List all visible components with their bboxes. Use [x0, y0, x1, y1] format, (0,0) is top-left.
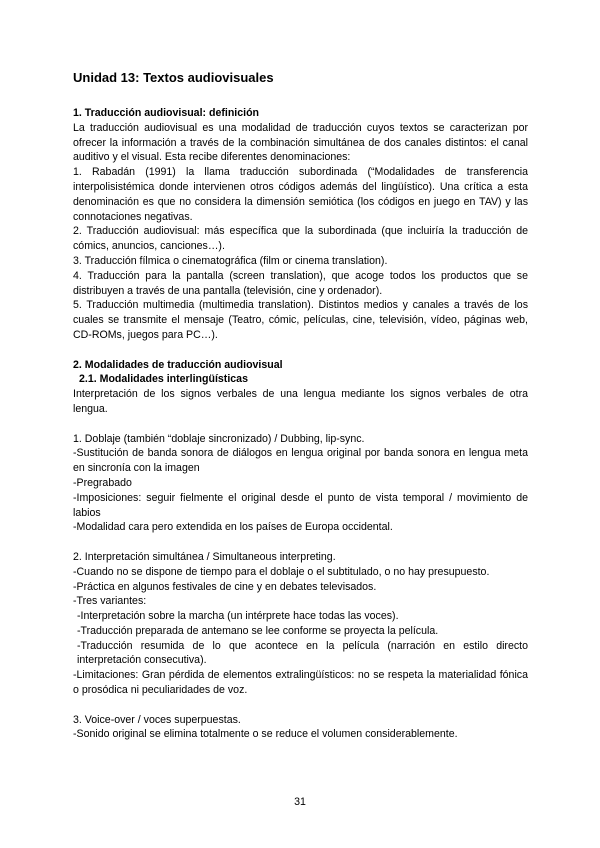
definition-item: 2. Traducción audiovisual: más específica que la subordinada (que incluiría la traducción de cómics, anuncios, canciones…). [73, 225, 528, 253]
dubbing-line: -Modalidad cara pero extendida en los países de Europa occidental. [73, 521, 393, 534]
section1-heading: 1. Traducción audiovisual: definición [73, 107, 260, 119]
dubbing-line: -Pregrabado [73, 476, 132, 489]
interpreting-line: -Práctica en algunos festivales de cine y en debates televisados. [73, 580, 377, 593]
interpreting-line: -Cuando no se dispone de tiempo para el doblaje o el subtitulado, o no hay presupuesto. [73, 565, 490, 578]
dubbing-line: -Sustitución de banda sonora de diálogos en lengua original por banda sonora en lengua meta en sincronía con la imagen [73, 447, 528, 475]
interpreting-title: 2. Interpretación simultánea / Simultaneous interpreting. [73, 550, 336, 563]
section2-subheading: 2.1. Modalidades interlingüísticas [79, 373, 248, 386]
definition-item: 1. Rabadán (1991) la llama traducción subordinada (“Modalidades de transferencia interpolisistémica donde intervienen otros códigos además del lingüístico). Una crítica a esta denominación es que no considera la dimensión semiótica (los códigos en juego en TAV) y las connotaciones negativas. [73, 166, 528, 223]
interpreting-line: -Tres variantes: [73, 595, 147, 608]
dubbing-title: 1. Doblaje (también “doblaje sincronizado) / Dubbing, lip-sync. [73, 432, 365, 445]
interpreting-variant: -Traducción preparada de antemano se lee conforme se proyecta la película. [77, 624, 439, 637]
section1-intro: La traducción audiovisual es una modalidad de traducción cuyos textos se caracterizan por ofrecer la información a través de la combinación simultánea de dos canales distintos: el canal auditivo y el visual. Esta recibe diferentes denominaciones: [73, 121, 528, 164]
definition-item: 5. Traducción multimedia (multimedia translation). Distintos medios y canales a través de los cuales se transmite el mensaje (Teatro, cómic, películas, cine, televisión, vídeo, páginas web, CD-ROMs, juegos para PC…). [73, 299, 528, 341]
page-title: Unidad 13: Textos audiovisuales [73, 70, 274, 85]
section2-intro: Interpretación de los signos verbales de una lengua mediante los signos verbales de otra lengua. [73, 388, 528, 415]
definition-item: 3. Traducción fílmica o cinematográfica (film or cinema translation). [73, 254, 388, 267]
document-page [73, 70, 528, 742]
section2-heading: 2. Modalidades de traducción audiovisual [73, 358, 283, 371]
page-number: 31 [294, 796, 306, 808]
dubbing-line: -Imposiciones: seguir fielmente el original desde el punto de vista temporal / movimiento de labios [73, 491, 528, 519]
interpreting-line: -Limitaciones: Gran pérdida de elementos extralingüísticos: no se respeta la materialidad fónica o prosódica ni peculiaridades de voz. [73, 669, 528, 697]
interpreting-variant: -Interpretación sobre la marcha (un intérprete hace todas las voces). [77, 610, 399, 623]
voiceover-line: -Sonido original se elimina totalmente o se reduce el volumen considerablemente. [73, 728, 458, 741]
interpreting-variant: -Traducción resumida de lo que acontece en la película (narración en estilo directo interpretación consecutiva). [77, 639, 528, 667]
voiceover-title: 3. Voice-over / voces superpuestas. [73, 713, 241, 726]
definition-item: 4. Traducción para la pantalla (screen translation), que acoge todos los productos que se distribuyen a través de una pantalla (televisión, cine y ordenador). [73, 269, 528, 297]
